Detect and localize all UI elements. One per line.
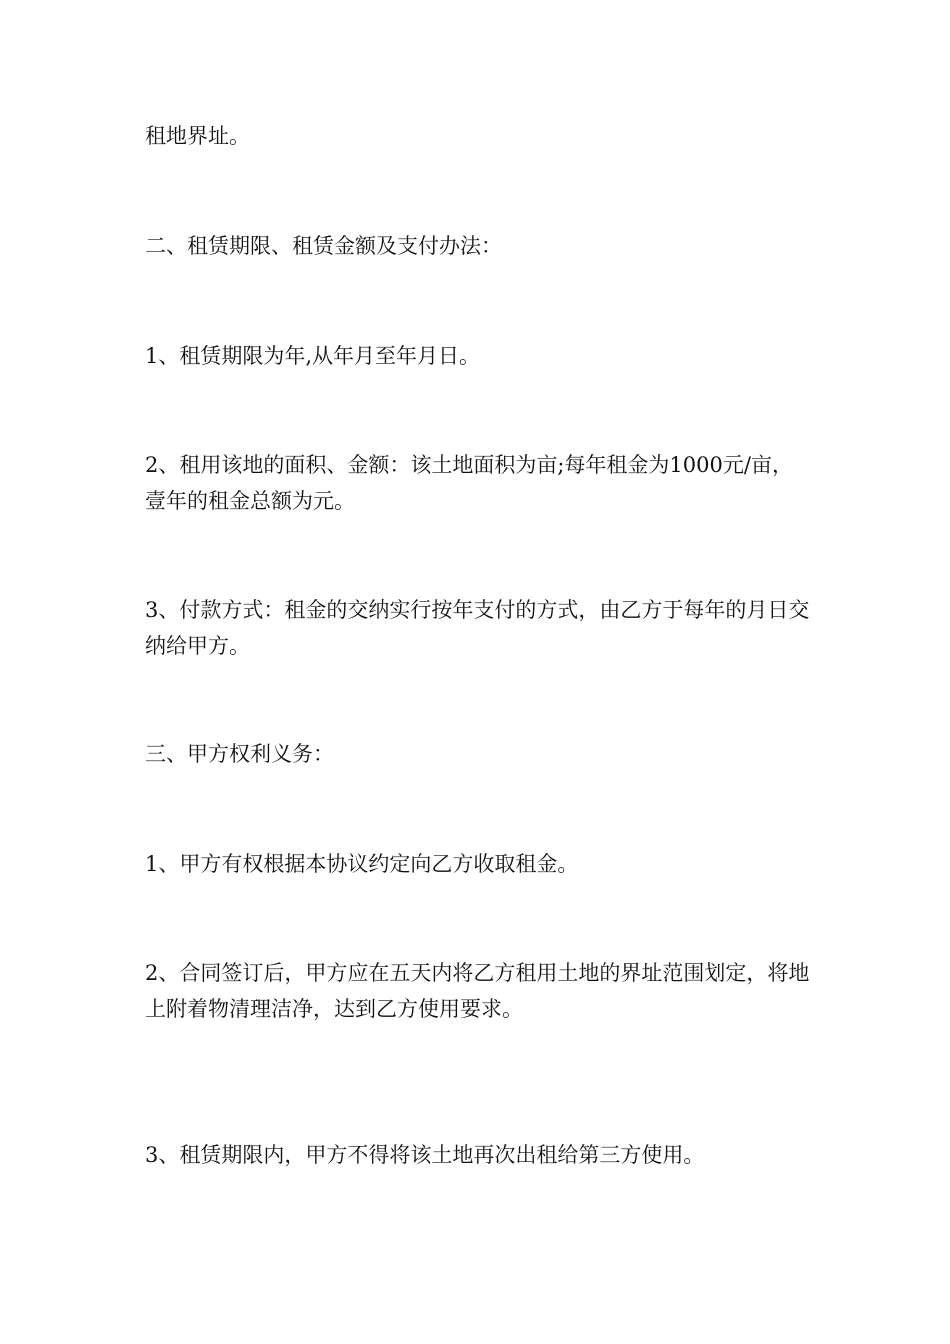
section-heading-lease-term-payment: 二、租赁期限、租赁金额及支付办法： bbox=[145, 234, 502, 258]
clause-party-a-boundary-clearing: 2、合同签订后，甲方应在五天内将乙方租用土地的界址范围划定，将地上附着物清理洁净，达到乙方使用要求。 bbox=[145, 961, 810, 1021]
clause-area-amount: 2、租用该地的面积、金额：该土地面积为亩;每年租金为1000元/亩，壹年的租金总额为元。 bbox=[145, 453, 793, 513]
clause-party-a-no-sublease: 3、租赁期限内，甲方不得将该土地再次出租给第三方使用。 bbox=[145, 1143, 705, 1167]
paragraph-boundary-end: 租地界址。 bbox=[145, 124, 250, 148]
clause-party-a-collect-rent: 1、甲方有权根据本协议约定向乙方收取租金。 bbox=[145, 852, 579, 876]
clause-lease-term: 1、租赁期限为年,从年月至年月日。 bbox=[145, 344, 481, 368]
clause-payment-method: 3、付款方式：租金的交纳实行按年支付的方式，由乙方于每年的月日交纳给甲方。 bbox=[145, 598, 810, 658]
section-heading-party-a-rights: 三、甲方权利义务： bbox=[145, 742, 334, 766]
